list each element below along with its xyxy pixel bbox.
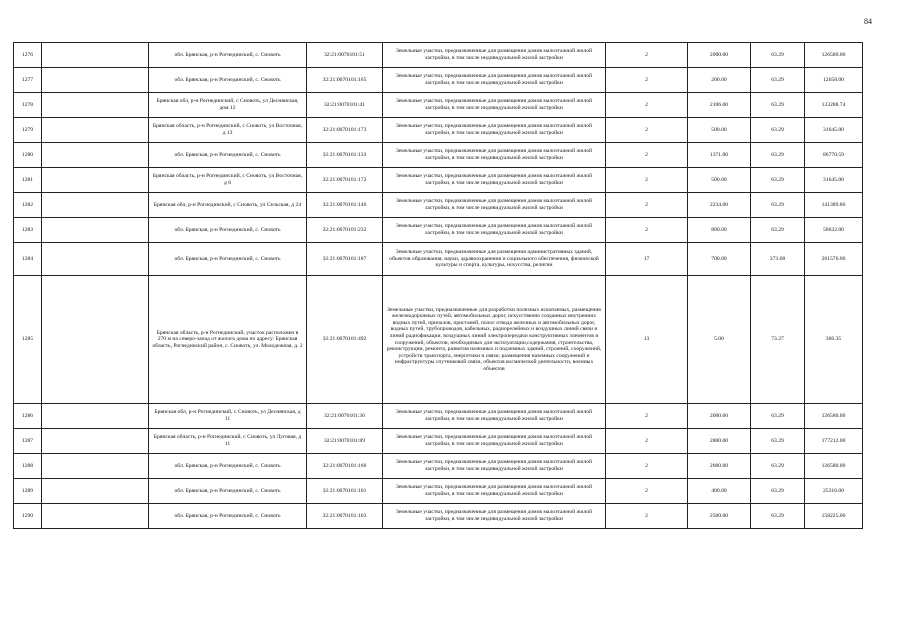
table-row [14,243,863,276]
cadastral-value: 50632.00 [805,218,863,243]
row-number: 1285 [14,276,42,404]
address-cell: Брянская область, р-н Рогнединский, с Сновоть, ул Восточная, д 13 [149,118,307,143]
group-number: 2 [606,143,688,168]
cadastral-number: 32:21:0070101:492 [307,276,383,404]
address-cell: Брянская обл, р-н Рогнединский, с Сновоть, ул Деснянская, дом 12 [149,93,307,118]
table-row [14,479,863,504]
area-cell: 2000.00 [688,43,751,68]
table-body [14,43,863,529]
row-number: 1288 [14,454,42,479]
row-number: 1277 [14,68,42,93]
land-use-purpose: Земельные участки, предназначенные для размещения домов малоэтажной жилой застройки, в том числе индивидуальной жилой застройки [383,68,606,93]
row-number: 1282 [14,193,42,218]
rate-cell: 63.29 [751,479,805,504]
rate-cell: 63.29 [751,429,805,454]
cadastral-value: 126580.00 [805,404,863,429]
land-use-purpose: Земельные участки, предназначенные для размещения домов малоэтажной жилой застройки, в том числе индивидуальной жилой застройки [383,168,606,193]
cadastral-number: 32:21:0070101:89 [307,429,383,454]
blank-cell [42,243,149,276]
row-number: 1287 [14,429,42,454]
group-number: 2 [606,118,688,143]
address-cell: Брянская область, р-н Рогнединский, с Сновоть, ул Луговая, д 11 [149,429,307,454]
row-number: 1290 [14,504,42,529]
cadastral-number: 32:21:0070101:146 [307,193,383,218]
address-cell: обл. Брянская, р-н Рогнединский, с. Сновоть [149,43,307,68]
table-row [14,168,863,193]
land-use-purpose: Земельные участки, предназначенные для размещения домов малоэтажной жилой застройки, в том числе индивидуальной жилой застройки [383,193,606,218]
table-row [14,454,863,479]
rate-cell: 63.29 [751,193,805,218]
table-row [14,118,863,143]
address-cell: Брянская обл, р-н Рогнединский, с Сновоть, ул Сельская, д 24 [149,193,307,218]
cadastral-number: 32:21:0070101:173 [307,118,383,143]
group-number: 2 [606,504,688,529]
land-use-purpose: Земельные участки, предназначенные для размещения домов малоэтажной жилой застройки, в том числе индивидуальной жилой застройки [383,504,606,529]
blank-cell [42,68,149,93]
area-cell: 5.00 [688,276,751,404]
cadastral-value: 12658.00 [805,68,863,93]
rate-cell: 63.29 [751,68,805,93]
cadastral-number: 32:21:0070101:41 [307,93,383,118]
cadastral-number: 32:21:0070101:232 [307,218,383,243]
table-row [14,193,863,218]
blank-cell [42,193,149,218]
land-use-purpose: Земельные участки, предназначенные для разработки полезных ископаемых, размещения железнодорожных путей, автомобильных дорог, искусственно созданных внутренних водных путей, причалов, пристаней, полос отвода железных и автомобильных дорог, водных путей, трубопроводов, кабельных, радиорелейных и воздушных линий связи и линий радиофикации, воздушных линий электропередачи конструктивных элементов и сооружений, объектов, необходимых для эксплуатации,содержания, строительства, реконструкции, ремонта, развития наземных и подземных зданий, строений, сооружений, устройств транспорта, энергетики и связи; размещения наземных сооружений и инфраструктуры спутниковой связи, объектов космической деятельности, военных объектов [383,276,606,404]
blank-cell [42,454,149,479]
group-number: 17 [606,243,688,276]
row-number: 1280 [14,143,42,168]
rate-cell: 373.68 [751,243,805,276]
group-number: 2 [606,43,688,68]
land-use-purpose: Земельные участки, предназначенные для размещения домов малоэтажной жилой застройки, в том числе индивидуальной жилой застройки [383,404,606,429]
cadastral-number: 32:21:0070101:101 [307,479,383,504]
cadastral-value: 31645.00 [805,118,863,143]
address-cell: обл. Брянская, р-н Рогнединский, с. Сновоть [149,68,307,93]
land-use-purpose: Земельные участки, предназначенные для размещения домов малоэтажной жилой застройки, в том числе индивидуальной жилой застройки [383,429,606,454]
cadastral-value: 141389.86 [805,193,863,218]
area-cell: 2000.00 [688,454,751,479]
address-cell: обл. Брянская, р-н Рогнединский, с. Сновоть [149,479,307,504]
row-number: 1278 [14,93,42,118]
rate-cell: 63.29 [751,218,805,243]
rate-cell: 63.29 [751,454,805,479]
cadastral-value: 126580.00 [805,454,863,479]
blank-cell [42,504,149,529]
area-cell: 800.00 [688,218,751,243]
address-cell: обл. Брянская, р-н Рогнединский, с. Сновоть [149,504,307,529]
land-use-purpose: Земельные участки, предназначенные для размещения домов малоэтажной жилой застройки, в том числе индивидуальной жилой застройки [383,143,606,168]
address-cell: обл. Брянская, р-н Рогнединский, с. Сновоть [149,218,307,243]
row-number: 1283 [14,218,42,243]
cadastral-value: 133288.74 [805,93,863,118]
address-cell: Брянская область, р-н Рогнединский, участок расположен в 270 м на северо-запад от жилого дома по адресу: Брянская область, Рогнединский район, с. Сновоть, ул. Молодежная, д. 2 [149,276,307,404]
table-row [14,218,863,243]
area-cell: 2800.00 [688,429,751,454]
blank-cell [42,218,149,243]
table-row [14,404,863,429]
land-use-purpose: Земельные участки, предназначенные для размещения домов малоэтажной жилой застройки, в том числе индивидуальной жилой застройки [383,454,606,479]
cadastral-number: 32:21:0070101:160 [307,454,383,479]
blank-cell [42,118,149,143]
land-use-purpose: Земельные участки, предназначенные для размещения домов малоэтажной жилой застройки, в том числе индивидуальной жилой застройки [383,218,606,243]
group-number: 2 [606,429,688,454]
rate-cell: 63.29 [751,143,805,168]
address-cell: обл. Брянская, р-н Рогнединский, с. Сновоть [149,243,307,276]
address-cell: Брянская область, р-н Рогнединский, с Сновоть, ул Восточная, д 6 [149,168,307,193]
table-row [14,429,863,454]
area-cell: 700.00 [688,243,751,276]
area-cell: 2106.00 [688,93,751,118]
land-use-purpose: Земельные участки, предназначенные для размещения домов малоэтажной жилой застройки, в том числе индивидуальной жилой застройки [383,93,606,118]
row-number: 1281 [14,168,42,193]
rate-cell: 63.29 [751,168,805,193]
cadastral-number: 32:21:0070101:172 [307,168,383,193]
cadastral-number: 32:21:0070101:103 [307,504,383,529]
group-number: 2 [606,479,688,504]
blank-cell [42,168,149,193]
cadastral-value: 261576.00 [805,243,863,276]
table-row [14,143,863,168]
blank-cell [42,93,149,118]
address-cell: обл. Брянская, р-н Рогнединский, с. Сновоть [149,454,307,479]
row-number: 1289 [14,479,42,504]
group-number: 2 [606,193,688,218]
area-cell: 500.00 [688,118,751,143]
page-number: 84 [864,17,872,26]
area-cell: 1371.00 [688,143,751,168]
cadastral-number: 32:21:0070101:133 [307,143,383,168]
land-use-purpose: Земельные участки, предназначенные для размещения домов малоэтажной жилой застройки, в том числе индивидуальной жилой застройки [383,43,606,68]
rate-cell: 63.29 [751,93,805,118]
blank-cell [42,143,149,168]
blank-cell [42,276,149,404]
area-cell: 200.00 [688,68,751,93]
group-number: 2 [606,93,688,118]
land-use-purpose: Земельные участки, предназначенные для размещения административных зданий, объектов образования, науки, здравоохранения и социального обеспечения, физической культуры и спорта, культуры, искусства, религии [383,243,606,276]
group-number: 13 [606,276,688,404]
cadastral-number: 32:21:0070101:165 [307,68,383,93]
group-number: 2 [606,454,688,479]
blank-cell [42,429,149,454]
row-number: 1279 [14,118,42,143]
area-cell: 500.00 [688,168,751,193]
cadastral-value: 31645.00 [805,168,863,193]
cadastral-value: 158225.00 [805,504,863,529]
group-number: 2 [606,218,688,243]
table-row [14,276,863,404]
cadastral-number: 32:21:0070101:187 [307,243,383,276]
group-number: 2 [606,168,688,193]
row-number: 1276 [14,43,42,68]
address-cell: Брянская обл, р-н Рогнединский, с Сновоть, ул Деснянская, д 11 [149,404,307,429]
cadastral-value: 177212.00 [805,429,863,454]
cadastral-value: 366.35 [805,276,863,404]
address-cell: обл. Брянская, р-н Рогнединский, с. Сновоть [149,143,307,168]
area-cell: 2500.00 [688,504,751,529]
cadastral-number: 32:21:0070101:36 [307,404,383,429]
table-row [14,68,863,93]
table-row [14,43,863,68]
area-cell: 400.00 [688,479,751,504]
rate-cell: 63.29 [751,43,805,68]
rate-cell: 63.29 [751,504,805,529]
cadastral-value: 126580.00 [805,43,863,68]
area-cell: 2000.00 [688,404,751,429]
blank-cell [42,43,149,68]
blank-cell [42,404,149,429]
cadastral-value: 86770.59 [805,143,863,168]
land-use-purpose: Земельные участки, предназначенные для размещения домов малоэтажной жилой застройки, в том числе индивидуальной жилой застройки [383,118,606,143]
group-number: 2 [606,404,688,429]
cadastral-number: 32:21:0070101:51 [307,43,383,68]
land-use-purpose: Земельные участки, предназначенные для размещения домов малоэтажной жилой застройки, в том числе индивидуальной жилой застройки [383,479,606,504]
row-number: 1284 [14,243,42,276]
land-registry-table [13,42,863,529]
rate-cell: 73.27 [751,276,805,404]
rate-cell: 63.29 [751,118,805,143]
table-row [14,93,863,118]
group-number: 2 [606,68,688,93]
table-row [14,504,863,529]
blank-cell [42,479,149,504]
cadastral-value: 25316.00 [805,479,863,504]
area-cell: 2234.00 [688,193,751,218]
rate-cell: 63.29 [751,404,805,429]
row-number: 1286 [14,404,42,429]
